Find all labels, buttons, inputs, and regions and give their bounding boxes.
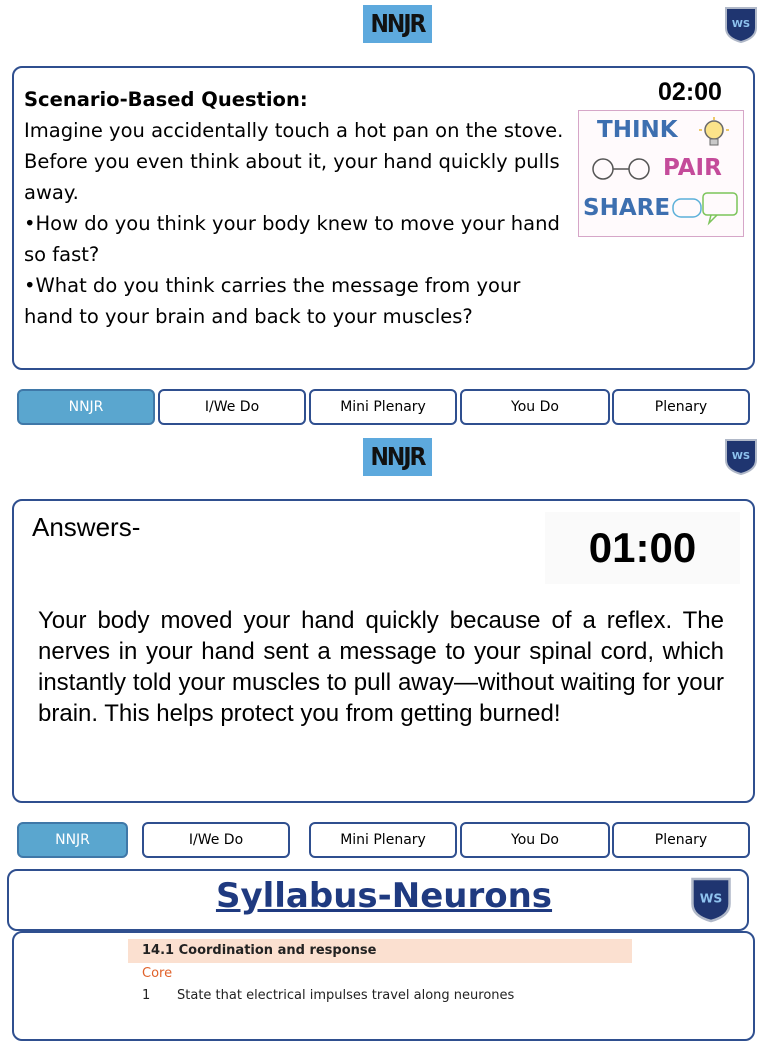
nav-tab-nnjr[interactable]: NNJR <box>17 389 155 425</box>
question-intro: Imagine you accidentally touch a hot pan on the stove. Before you even think about it, your hand quickly pulls away. <box>24 119 564 204</box>
question-heading: Scenario-Based Question: <box>24 88 308 111</box>
nav-tab-mini-plenary[interactable]: Mini Plenary <box>309 389 457 425</box>
nnjr-logo <box>363 5 432 43</box>
syllabus-item-text: State that electrical impulses travel along neurones <box>177 988 515 1003</box>
question-text <box>24 84 564 332</box>
pair-heads-icon <box>587 153 657 187</box>
nnjr-logo-text: NNJR <box>370 442 425 472</box>
answers-heading: Answers- <box>32 512 141 542</box>
lightbulb-icon <box>699 117 729 151</box>
svg-text:WS: WS <box>699 891 723 906</box>
think-pair-share-image <box>578 110 744 237</box>
syllabus-section-heading: 14.1 Coordination and response <box>128 939 632 963</box>
nav-tab-plenary[interactable]: Plenary <box>612 389 750 425</box>
countdown-timer: 02:00 <box>658 78 722 106</box>
ws-shield-icon <box>724 438 758 476</box>
syllabus-level: Core <box>142 966 173 981</box>
nav-tab-mini-plenary[interactable]: Mini Plenary <box>309 822 457 858</box>
tps-share-label: SHARE <box>583 195 671 221</box>
nav-tab-plenary[interactable]: Plenary <box>612 822 750 858</box>
nnjr-logo-text: NNJR <box>370 9 425 39</box>
nav-tab-i-we-do[interactable]: I/We Do <box>158 389 306 425</box>
tps-pair-label: PAIR <box>663 155 722 181</box>
nav-tab-i-we-do[interactable]: I/We Do <box>142 822 290 858</box>
question-bullet-2: •What do you think carries the message from your hand to your brain and back to your muscles? <box>24 274 521 328</box>
answer-text: Your body moved your hand quickly because of a reflex. The nerves in your hand sent a message to your spinal cord, which instantly told your muscles to pull away—without waiting for your brain. This helps protect you from getting burned! <box>38 607 724 727</box>
syllabus-title: Syllabus-Neurons <box>215 876 553 916</box>
countdown-timer: 01:00 <box>545 512 740 584</box>
nnjr-logo <box>363 438 432 476</box>
ws-shield-icon <box>724 6 758 44</box>
svg-text:WS: WS <box>731 19 751 30</box>
nav-tab-nnjr[interactable]: NNJR <box>17 822 128 858</box>
tps-think-label: THINK <box>597 117 678 143</box>
svg-text:WS: WS <box>731 451 751 462</box>
nav-tab-you-do[interactable]: You Do <box>460 389 610 425</box>
speech-bubble-icon <box>671 191 741 231</box>
syllabus-item-number: 1 <box>142 988 151 1003</box>
ws-shield-icon <box>690 876 732 924</box>
nav-tab-you-do[interactable]: You Do <box>460 822 610 858</box>
question-bullet-1: •How do you think your body knew to move your hand so fast? <box>24 212 560 266</box>
